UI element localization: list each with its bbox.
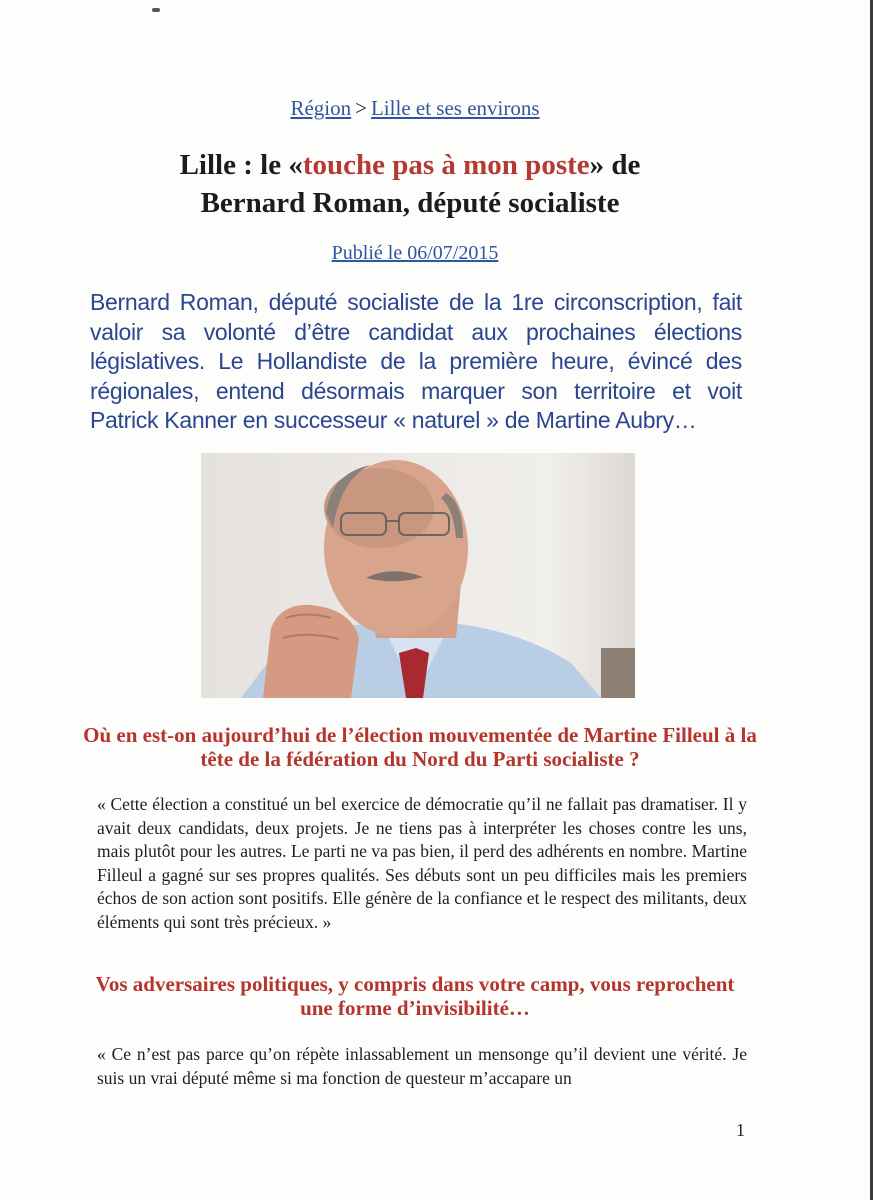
title-line2: Bernard Roman, député socialiste: [200, 187, 620, 219]
scan-speck: [152, 8, 160, 12]
portrait-photo: [201, 453, 635, 698]
breadcrumb-region-link[interactable]: Région: [290, 96, 352, 120]
article-title: [60, 146, 760, 222]
question-1: Où en est-on aujourd’hui de l’élection mouvementée de Martine Filleul à la tête de la fédération du Nord du Parti socialiste ?: [83, 723, 757, 771]
question-2: Vos adversaires politiques, y compris dans votre camp, vous reprochent une forme d’invisibilité…: [95, 972, 735, 1020]
portrait-photo-illustration: [201, 453, 635, 698]
answer-1: « Cette élection a constitué un bel exercice de démocratie qu’il ne fallait pas dramatiser. Il y avait deux candidats, deux projets. Je ne tiens pas à interpréter les choses contre les uns, mais plutôt pour les autres. Le parti ne va pas bien, il perd des adhérents en nombre. Martine Filleul a gagné sur ses propres qualités. Ses débuts sont un peu difficiles mais les premiers échos de son action sont positifs. Elle génère de la confiance et le respect des militants, deux éléments qui sont très précieux. »: [97, 794, 747, 932]
publication-date-link[interactable]: Publié le 06/07/2015: [331, 242, 499, 264]
title-prefix: Lille : le «: [179, 149, 303, 181]
page-number: 1: [736, 1120, 745, 1140]
article-lede: Bernard Roman, député socialiste de la 1re circonscription, fait valoir sa volonté d’être candidat aux prochaines élections législatives. Le Hollandiste de la première heure, évincé des régionales, entend désormais marquer son territoire et voit Patrick Kanner en successeur « naturel » de Martine Aubry…: [90, 289, 742, 433]
breadcrumb-lille-link[interactable]: Lille et ses environs: [370, 96, 540, 120]
breadcrumb-separator: >: [355, 96, 367, 120]
answer-2: « Ce n’est pas parce qu’on répète inlassablement un mensonge qu’il devient une vérité. Je suis un vrai député même si ma fonction de questeur m’accapare un: [97, 1044, 747, 1088]
title-highlight: touche pas à mon poste: [302, 149, 590, 181]
breadcrumb: [0, 96, 830, 121]
publication-date: [0, 242, 830, 265]
title-suffix: » de: [589, 149, 641, 181]
